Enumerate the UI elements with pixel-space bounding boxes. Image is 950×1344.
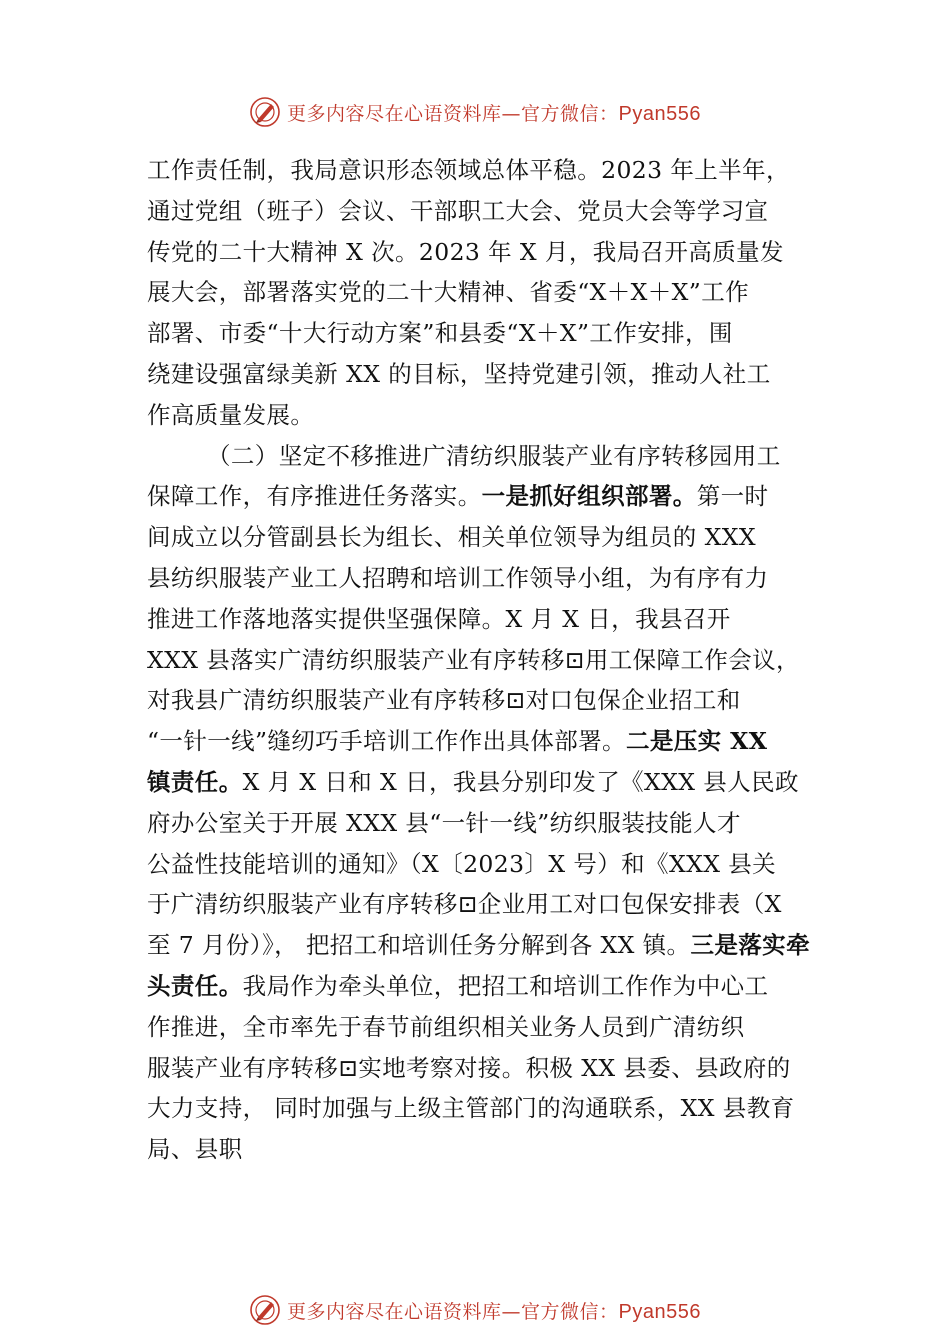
text-line: 公益性技能培训的通知》（X〔2023〕X 号）和《XXX 县关 <box>147 849 777 878</box>
text-line: 县纺织服装产业工人招聘和培训工作领导小组，为有序有力 <box>147 563 769 592</box>
text-line: 作高质量发展。 <box>147 400 315 429</box>
pen-logo-icon <box>249 1294 281 1326</box>
text-line: 推进工作落地落实提供坚强保障。X 月 X 日，我县召开 <box>147 604 731 633</box>
emphasis-text: 三是落实牵 <box>690 931 810 960</box>
text-line: 府办公室关于开展 XXX 县“一针一线”纺织服装技能人才 <box>147 808 741 837</box>
text-line: 工作责任制，我局意识形态领域总体平稳。2023 年上半年， <box>147 156 790 184</box>
emphasis-text: 二是压实 XX <box>625 727 768 756</box>
header-watermark-banner <box>0 92 950 132</box>
text-line: 保障工作，有序推进任务落实。一是抓好组织部署。第一时 <box>147 482 769 511</box>
text-line: 于广清纺织服装产业有序转移⊡企业用工对口包保安排表（X <box>147 890 782 919</box>
text-line: 局、县职 <box>147 1135 243 1164</box>
footer-watermark-text: 更多内容尽在心语资料库—官方微信：Pyan556 <box>287 1300 701 1323</box>
document-body <box>147 150 822 1170</box>
text-line: 部署、市委“十大行动方案”和县委“X＋X”工作安排，围 <box>147 319 733 348</box>
text-line: 对我县广清纺织服装产业有序转移⊡对口包保企业招工和 <box>147 686 741 715</box>
text-line: 服装产业有序转移⊡实地考察对接。积极 XX 县委、县政府的 <box>147 1053 791 1082</box>
section-heading-line: （二）坚定不移推进广清纺织服装产业有序转移园用工 <box>207 441 781 470</box>
emphasis-text: 镇责任。 <box>147 767 243 796</box>
footer-watermark-banner <box>0 1290 950 1330</box>
text-line: 间成立以分管副县长为组长、相关单位领导为组员的 XXX <box>147 523 756 552</box>
text-line: 镇责任。X 月 X 日和 X 日，我县分别印发了《XXX 县人民政 <box>147 767 799 796</box>
text-line: 通过党组（班子）会议、干部职工大会、党员大会等学习宣 <box>147 196 769 225</box>
emphasis-text: 头责任。 <box>147 971 243 1000</box>
text-line: XXX 县落实广清纺织服装产业有序转移⊡用工保障工作会议， <box>147 645 800 674</box>
text-line: 展大会，部署落实党的二十大精神、省委“X＋X＋X”工作 <box>147 278 750 307</box>
text-line: 作推进，全市率先于春节前组织相关业务人员到广清纺织 <box>147 1012 745 1041</box>
text-line: 传党的二十大精神 X 次。2023 年 X 月，我局召开高质量发 <box>147 237 784 266</box>
text-line: 头责任。我局作为牵头单位，把招工和培训工作作为中心工 <box>147 971 769 1000</box>
text-line: 至 7 月份）》， 把招工和培训任务分解到各 XX 镇。三是落实牵 <box>147 931 810 960</box>
pen-logo-icon <box>249 96 281 128</box>
emphasis-text: 一是抓好组织部署。 <box>481 482 697 511</box>
header-watermark-text: 更多内容尽在心语资料库—官方微信：Pyan556 <box>287 102 701 125</box>
text-line: “一针一线”缝纫巧手培训工作作出具体部署。二是压实 XX <box>147 727 768 756</box>
text-line: 绕建设强富绿美新 XX 的目标，坚持党建引领，推动人社工 <box>147 359 771 388</box>
text-line: 大力支持， 同时加强与上级主管部门的沟通联系，XX 县教育 <box>147 1094 795 1123</box>
